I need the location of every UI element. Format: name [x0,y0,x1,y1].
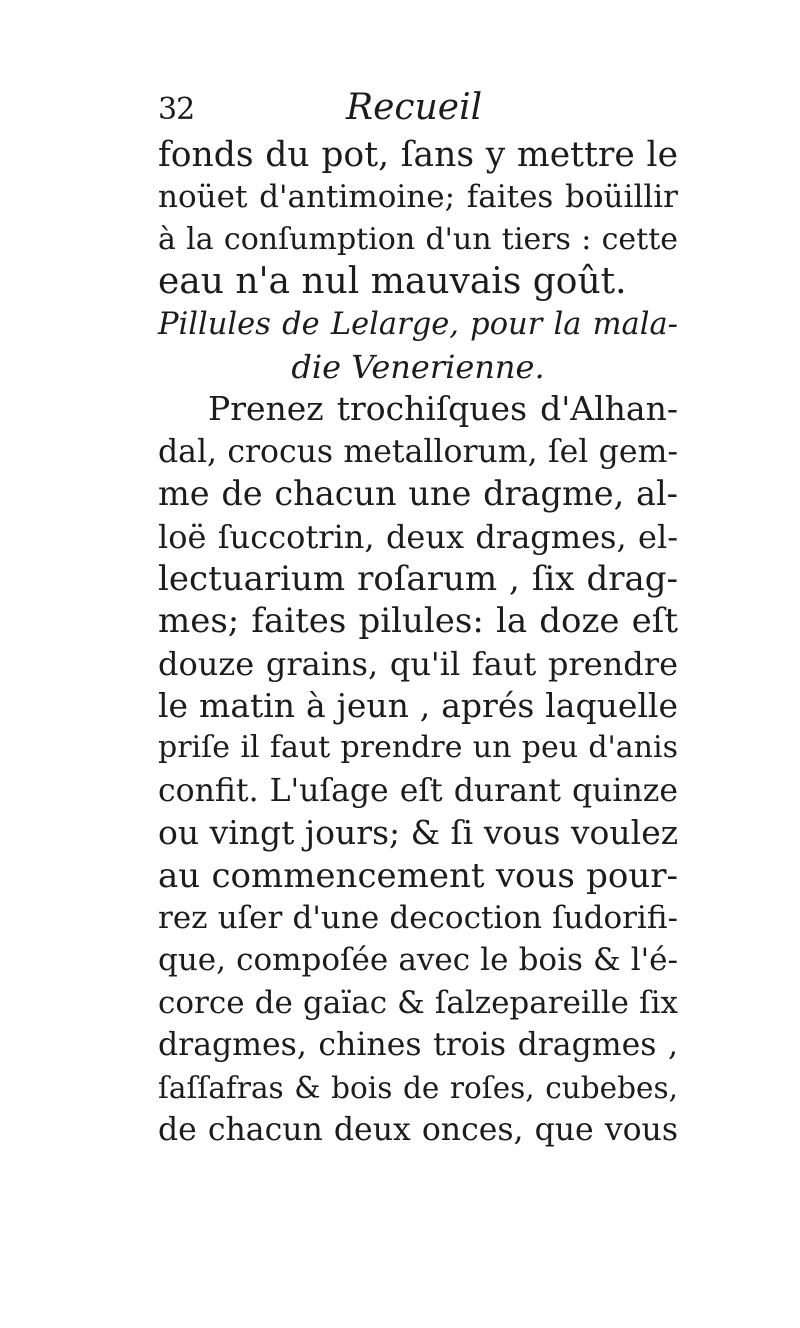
section-heading-continued: die Venerienne. [291,347,545,386]
text-line: ou vingt jours; & ſi vous voulez [158,813,679,853]
body-text [158,134,678,1151]
text-line: priſe il faut prendre un peu d'anis [158,730,678,766]
running-head [158,86,678,134]
paragraph-first-line: Prenez trochiſques d'Alhan- [208,389,678,429]
running-title: Recueil [346,87,483,128]
text-line: confit. L'uſage eſt durant quinze [158,772,678,809]
text-line: dal, crocus metallorum, ſel gem- [158,433,678,470]
text-line: mes; faites pilules: la doze eſt [158,601,678,642]
text-line: que, compoſée avec le bois & l'é- [158,942,678,979]
text-line: me de chacun une dragme, al- [158,474,678,514]
text-line: fonds du pot, ſans y mettre le [158,135,678,175]
section-heading: Pillules de Lelarge, pour la mala- [158,306,678,342]
text-line: eau n'a nul mauvais goût. [158,261,627,303]
text-line: à la conſumption d'un tiers : cette [158,221,678,257]
text-line: de chacun deux onces, que vous [158,1111,678,1148]
text-line: au commencement vous pour- [158,855,678,896]
text-line: loë ſuccotrin, deux dragmes, el- [158,517,678,556]
text-line: le matin à jeun , aprés laquelle [158,686,678,726]
page-number: 32 [158,92,195,127]
text-line: douze grains, qu'il faut prendre [158,644,678,683]
text-line: rez uſer d'une decoction ſudorifi- [158,900,678,937]
text-line: dragmes, chines trois dragmes , [158,1027,678,1064]
text-line: lectuarium roſarum , ſix drag- [158,558,678,599]
text-line: corce de gaïac & ſalzepareille ſix [158,984,678,1021]
text-line: noüet d'antimoine; faites boüillir [158,179,678,216]
text-line: ſaſſafras & bois de roſes, cubebes, [158,1070,678,1105]
